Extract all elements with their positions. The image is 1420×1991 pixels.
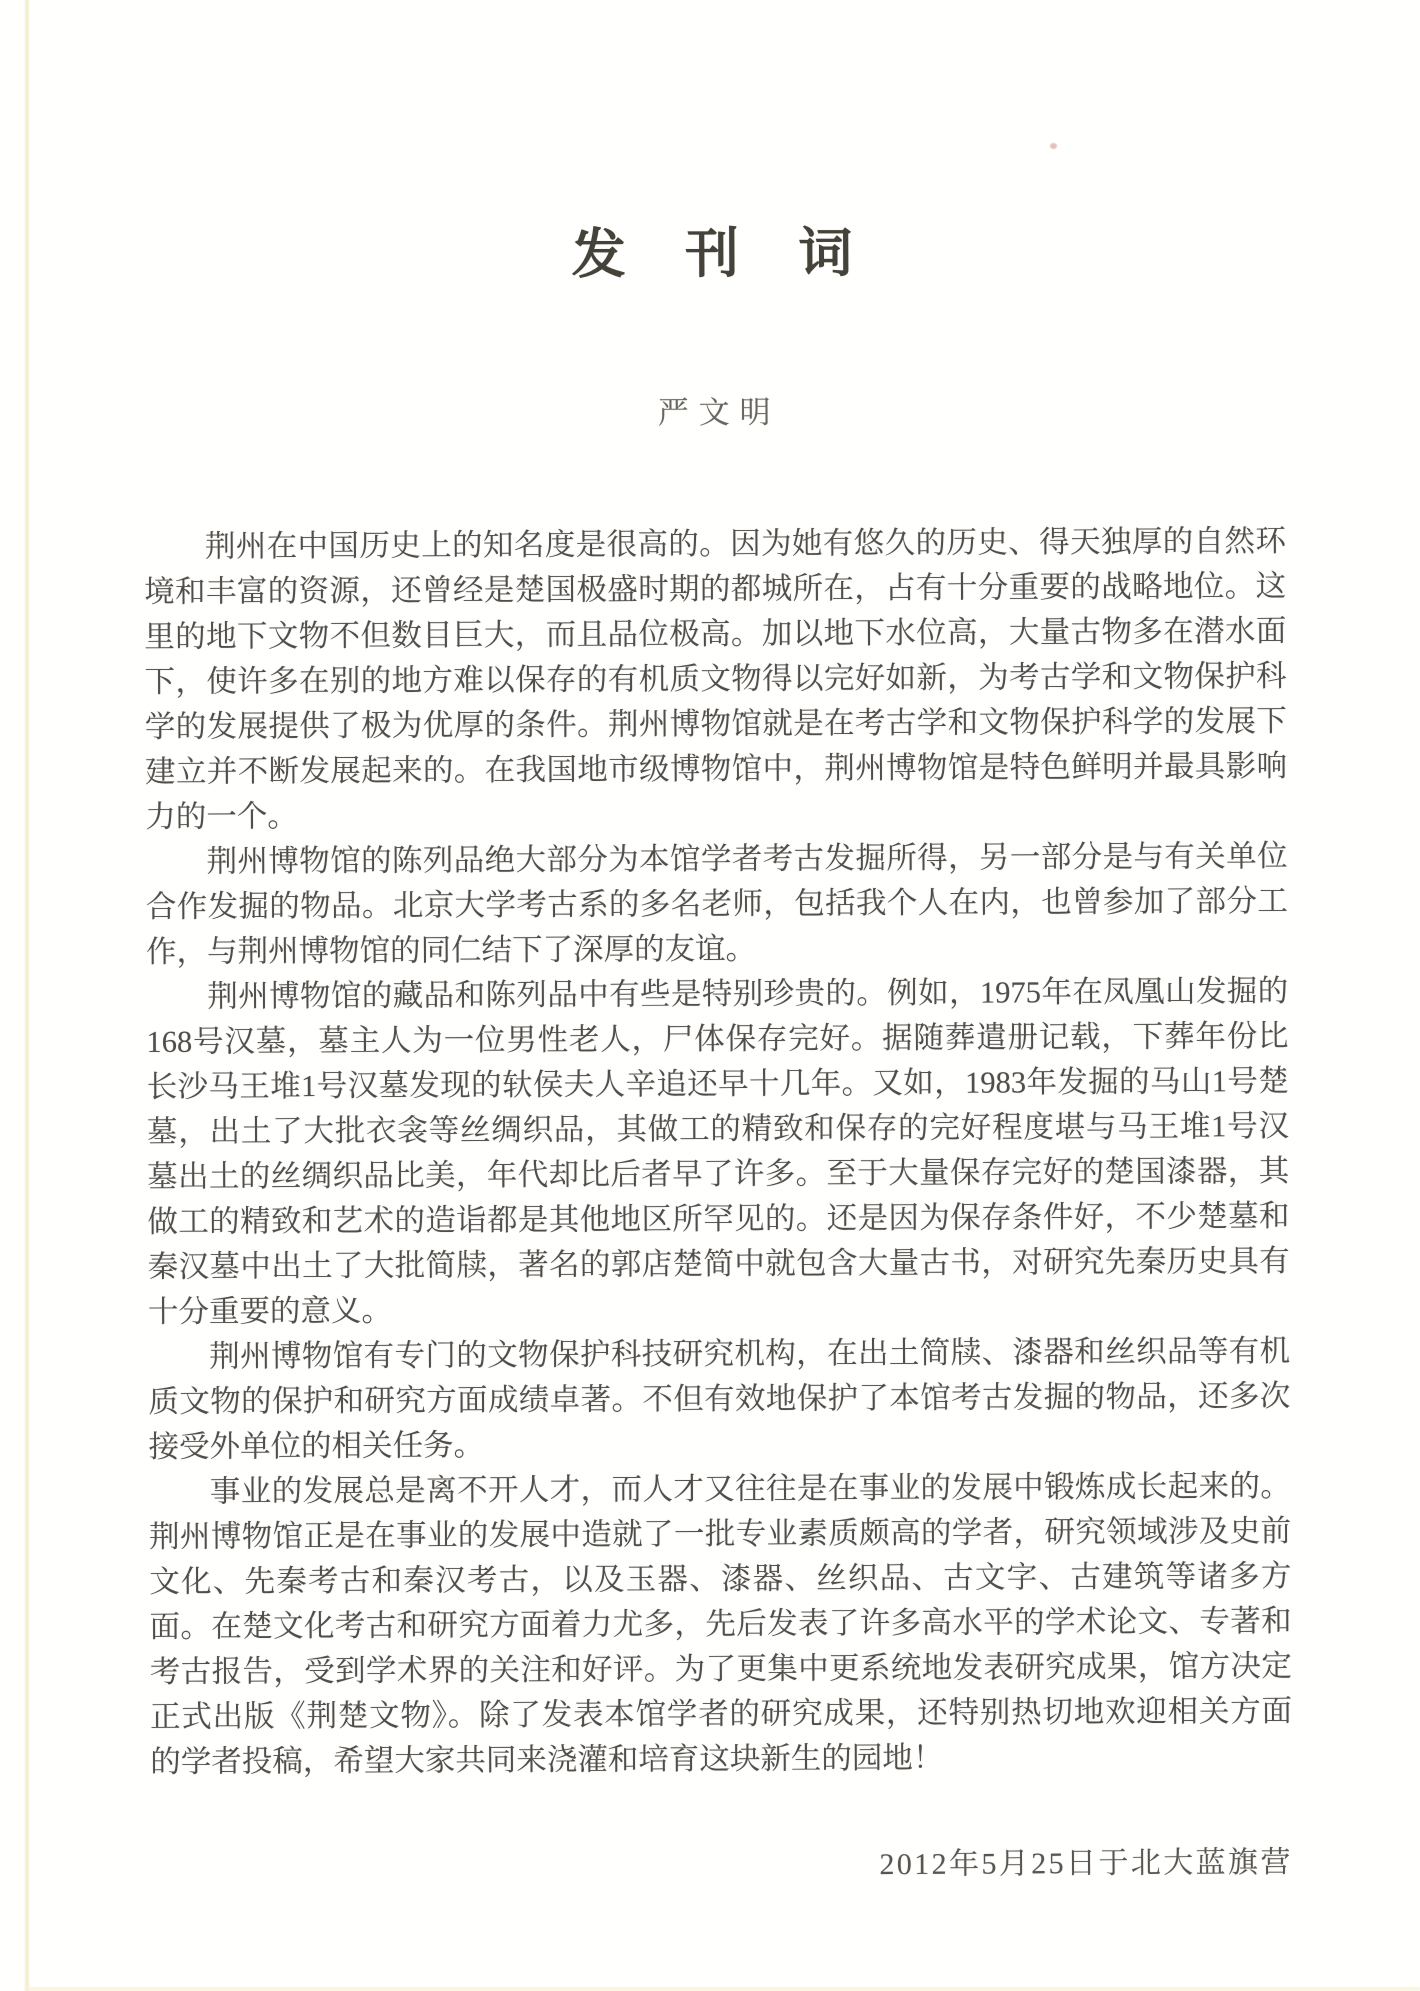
article-dateline: 2012年5月25日于北大蓝旗营 — [879, 1845, 1293, 1881]
article-body — [144, 519, 1293, 1785]
paragraph-2: 荆州博物馆的陈列品绝大部分为本馆学者考古发掘所得，另一部分是与有关单位合作发掘的物品。北京大学考古系的多名老师，包括我个人在内，也曾参加了部分工作，与荆州博物馆的同仁结下了深厚的友谊。 — [145, 838, 1288, 969]
foreword-article — [141, 0, 1293, 1887]
article-title: 发 刊 词 — [571, 223, 856, 285]
paragraph-5: 事业的发展总是离不开人才，而人才又往往是在事业的发展中锻炼成长起来的。荆州博物馆正是在事业的发展中造就了一批专业素质颇高的学者，研究领域涉及史前文化、先秦考古和秦汉考古，以及玉器、漆器、丝织品、古文字、古建筑等诸多方面。在楚文化考古和研究方面着力尤多，先后发表了许多高水平的学术论文、专著和考古报告，受到学术界的关注和好评。为了更集中更系统地发表研究成果，馆方决定正式出版《荆楚文物》。除了发表本馆学者的研究成果，还特别热切地欢迎相关方面的学者投稿，希望大家共同来浇灌和培育这块新生的园地！ — [149, 1468, 1293, 1779]
paragraph-3: 荆州博物馆的藏品和陈列品中有些是特别珍贵的。例如，1975年在凤凰山发掘的168号汉墓，墓主人为一位男性老人，尸体保存完好。据随葬遣册记载，下葬年份比长沙马王堆1号汉墓发现的轪侯夫人辛追还早十几年。又如，1983年发掘的马山1号楚墓，出土了大批衣衾等丝绸织品，其做工的精致和保存的完好程度堪与马王堆1号汉墓出土的丝绸织品比美，年代却比后者早了许多。至于大量保存完好的楚国漆器，其做工的精致和艺术的造诣都是其他地区所罕见的。还是因为保存条件好，不少楚墓和秦汉墓中出土了大批简牍，著名的郭店楚简中就包含大量古书，对研究先秦历史具有十分重要的意义。 — [146, 973, 1290, 1329]
paragraph-4: 荆州博物馆有专门的文物保护科技研究机构，在出土简牍、漆器和丝织品等有机质文物的保护和研究方面成绩卓著。不但有效地保护了本馆考古发掘的物品，还多次接受外单位的相关任务。 — [148, 1333, 1291, 1464]
article-author: 严文明 — [657, 394, 781, 431]
page-edge-shadow-left — [25, 0, 29, 1991]
paragraph-1: 荆州在中国历史上的知名度是很高的。因为她有悠久的历史、得天独厚的自然环境和丰富的资源，还曾经是楚国极盛时期的都城所在，占有十分重要的战略地位。这里的地下文物不但数目巨大，而且品位极高。加以地下水位高，大量古物多在潜水面下，使许多在别的地方难以保存的有机质文物得以完好如新，为考古学和文物保护科学的发展提供了极为优厚的条件。荆州博物馆就是在考古学和文物保护科学的发展下建立并不断发展起来的。在我国地市级博物馆中，荆州博物馆是特色鲜明并最具影响力的一个。 — [144, 523, 1288, 834]
page-edge-shadow-bottom — [25, 1987, 1420, 1991]
